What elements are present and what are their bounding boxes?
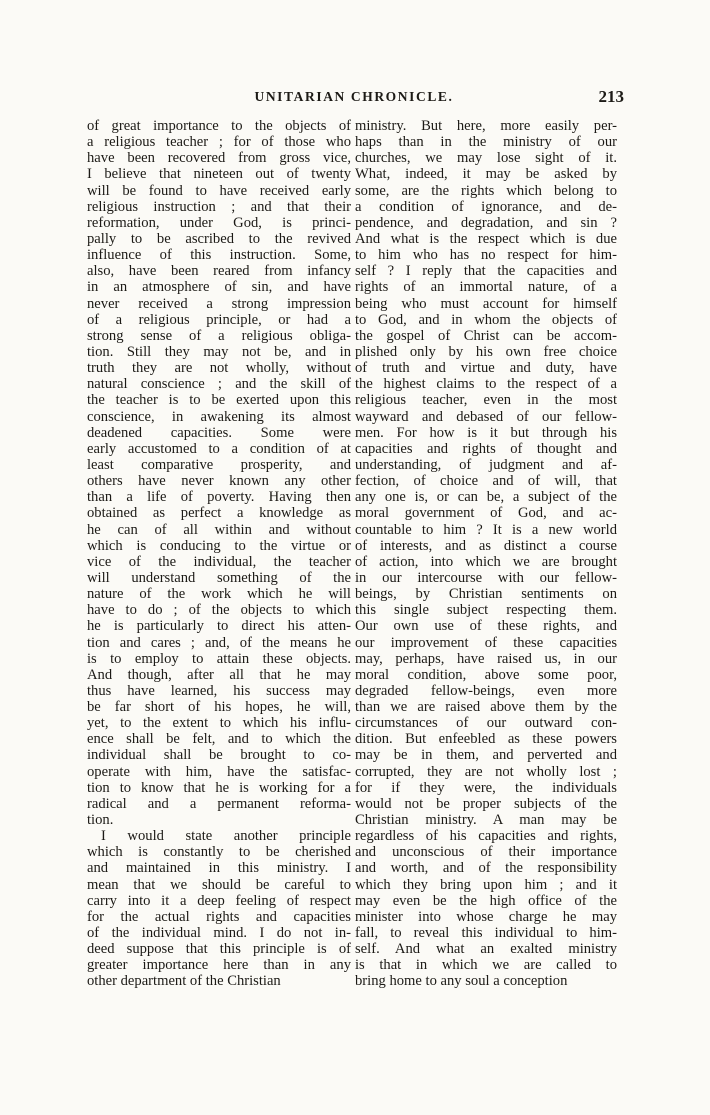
text-line: I believe that nineteen out of twenty [87, 166, 351, 183]
text-line: thus have learned, his success may [87, 682, 351, 699]
text-line: for the actual rights and capacities [87, 908, 351, 925]
text-line: pally to be ascribed to the revived [87, 230, 351, 247]
text-line: greater importance here than in any [87, 957, 351, 974]
text-line: natural conscience ; and the skill of [87, 376, 351, 393]
text-line: religious teacher, even in the most [355, 392, 617, 409]
text-line: individual shall be brought to co- [87, 747, 351, 764]
text-line: for if they were, the individuals [355, 779, 617, 796]
text-line: a condition of ignorance, and de- [355, 198, 617, 215]
text-line: and worth, and of the responsibility [355, 860, 617, 877]
running-head: UNITARIAN CHRONICLE. [254, 89, 454, 104]
text-line: will be found to have received early [87, 182, 351, 199]
text-line: and unconscious of their importance [355, 844, 617, 861]
text-line: the teacher is to be exerted upon this [87, 392, 351, 409]
text-line: truth they are not wholly, without [87, 360, 351, 377]
text-line: wayward and debased of our fellow- [355, 408, 617, 425]
text-line: mean that we should be careful to [87, 876, 351, 893]
text-line: will understand something of the [87, 569, 351, 586]
text-line: moral condition, above some poor, [355, 666, 617, 683]
text-line: And what is the respect which is due [355, 230, 617, 247]
text-line: degraded fellow-beings, even more [355, 682, 617, 699]
text-line: pendence, and degradation, and sin ? [355, 214, 617, 231]
text-line: deed suppose that this principle is of [87, 941, 351, 958]
text-line: strong sense of a religious obliga- [87, 327, 351, 344]
text-line: the gospel of Christ can be accom- [355, 327, 617, 344]
text-line: to God, and in whom the objects of [355, 311, 617, 328]
text-line: Our own use of these rights, and [355, 618, 617, 635]
text-line: least comparative prosperity, and [87, 456, 351, 473]
text-line: other department of the Christian [87, 973, 281, 990]
text-line: bring home to any soul a conception [355, 973, 568, 990]
text-line: may even be the high office of the [355, 892, 617, 909]
text-line: he is particularly to direct his atten- [87, 618, 351, 635]
text-line: tion to know that he is working for a [87, 779, 351, 796]
text-line: may, perhaps, have raised us, in our [355, 650, 617, 667]
text-line: than a life of poverty. Having then [87, 489, 351, 506]
text-line: operate with him, have the satisfac- [87, 763, 351, 780]
text-line: any one is, or can be, a subject of the [355, 489, 617, 506]
text-line: is that in which we are called to [355, 957, 617, 974]
text-line: tion. [87, 812, 114, 829]
right-column [355, 118, 617, 990]
text-line: self ? I reply that the capacities and [355, 263, 617, 280]
text-line: ministry. But here, more easily per- [355, 118, 617, 134]
text-line: early accustomed to a condition of at [87, 440, 351, 457]
text-line: rights of an immortal nature, of a [355, 279, 617, 296]
text-line: haps than in the ministry of our [355, 134, 617, 151]
text-line: minister into whose charge he may [355, 908, 617, 925]
text-line: And though, after all that he may [87, 666, 351, 683]
text-line: tion. Still they may not be, and in [87, 343, 351, 360]
text-line: of a religious principle, or had a [87, 311, 351, 328]
text-line: capacities and rights of thought and [355, 440, 617, 457]
text-line: obtained as perfect a knowledge as [87, 505, 351, 522]
text-line: countable to him ? It is a new world [355, 521, 617, 538]
text-line: in an atmosphere of sin, and have [87, 279, 351, 296]
text-line: to him who has no respect for him- [355, 247, 617, 264]
text-line: self. And what an exalted ministry [355, 941, 617, 958]
text-line: What, indeed, it may be asked by [355, 166, 617, 183]
text-line: be far short of his hopes, he will, [87, 699, 351, 716]
page-number: 213 [598, 87, 624, 106]
text-line: of the individual mind. I do not in- [87, 925, 351, 942]
text-line: nature of the work which he will [87, 586, 351, 603]
text-line: in our intercourse with our fellow- [355, 569, 617, 586]
text-line: moral government of God, and ac- [355, 505, 617, 522]
text-line: of action, into which we are brought [355, 553, 617, 570]
text-line: may be in them, and perverted and [355, 747, 617, 764]
text-line: churches, we may lose sight of it. [355, 150, 617, 167]
text-line: religious instruction ; and that their [87, 198, 351, 215]
text-line: of interests, and as distinct a course [355, 537, 617, 554]
text-line: others have never known any other [87, 473, 351, 490]
text-line: influence of this instruction. Some, [87, 247, 351, 264]
text-line: which is conducing to the virtue or [87, 537, 351, 554]
text-line: never received a strong impression [87, 295, 351, 312]
text-line: some, are the rights which belong to [355, 182, 617, 199]
page-header [84, 89, 624, 111]
text-line: corrupted, they are not wholly lost ; [355, 763, 617, 780]
text-line: than we are raised above them by the [355, 699, 617, 716]
text-line: also, have been reared from infancy [87, 263, 351, 280]
text-line: is to employ to attain these objects. [87, 650, 351, 667]
text-line: understanding, of judgment and af- [355, 456, 617, 473]
text-line: reformation, under God, is princi- [87, 214, 351, 231]
left-column [87, 118, 351, 990]
text-line: conscience, in awakening its almost [87, 408, 351, 425]
text-line: a religious teacher ; for of those who [87, 134, 351, 151]
text-line: vice of the individual, the teacher [87, 553, 351, 570]
text-line: beings, by Christian sentiments on [355, 586, 617, 603]
text-line: he can of all within and without [87, 521, 351, 538]
text-line: yet, to the extent to which his influ- [87, 715, 351, 732]
text-line: our improvement of these capacities [355, 634, 617, 651]
text-line: this single subject respecting them. [355, 602, 617, 619]
text-line: dition. But enfeebled as these powers [355, 731, 617, 748]
text-line: men. For how is it but through his [355, 424, 617, 441]
text-line: Christian ministry. A man may be [355, 812, 617, 829]
text-line: radical and a permanent reforma- [87, 795, 351, 812]
text-line: which is constantly to be cherished [87, 844, 351, 861]
text-line: the highest claims to the respect of a [355, 376, 617, 393]
text-line: fall, to reveal this individual to him- [355, 925, 617, 942]
text-line: plished only by his own free choice [355, 343, 617, 360]
text-line: of truth and virtue and duty, have [355, 360, 617, 377]
text-line: and maintained in this ministry. I [87, 860, 351, 877]
text-line: which they bring upon him ; and it [355, 876, 617, 893]
text-line: ence shall be felt, and to which the [87, 731, 351, 748]
text-line: deadened capacities. Some were [87, 424, 351, 441]
text-line: of great importance to the objects of [87, 118, 351, 134]
text-line: being who must account for himself [355, 295, 617, 312]
text-line: would not be proper subjects of the [355, 795, 617, 812]
text-line: regardless of his capacities and rights, [355, 828, 617, 845]
text-line: I would state another principle [101, 828, 351, 845]
text-line: fection, of choice and of will, that [355, 473, 617, 490]
text-line: tion and cares ; and, of the means he [87, 634, 351, 651]
text-line: circumstances of our outward con- [355, 715, 617, 732]
text-line: have to do ; of the objects to which [87, 602, 351, 619]
text-line: have been recovered from gross vice, [87, 150, 351, 167]
text-line: carry into it a deep feeling of respect [87, 892, 351, 909]
